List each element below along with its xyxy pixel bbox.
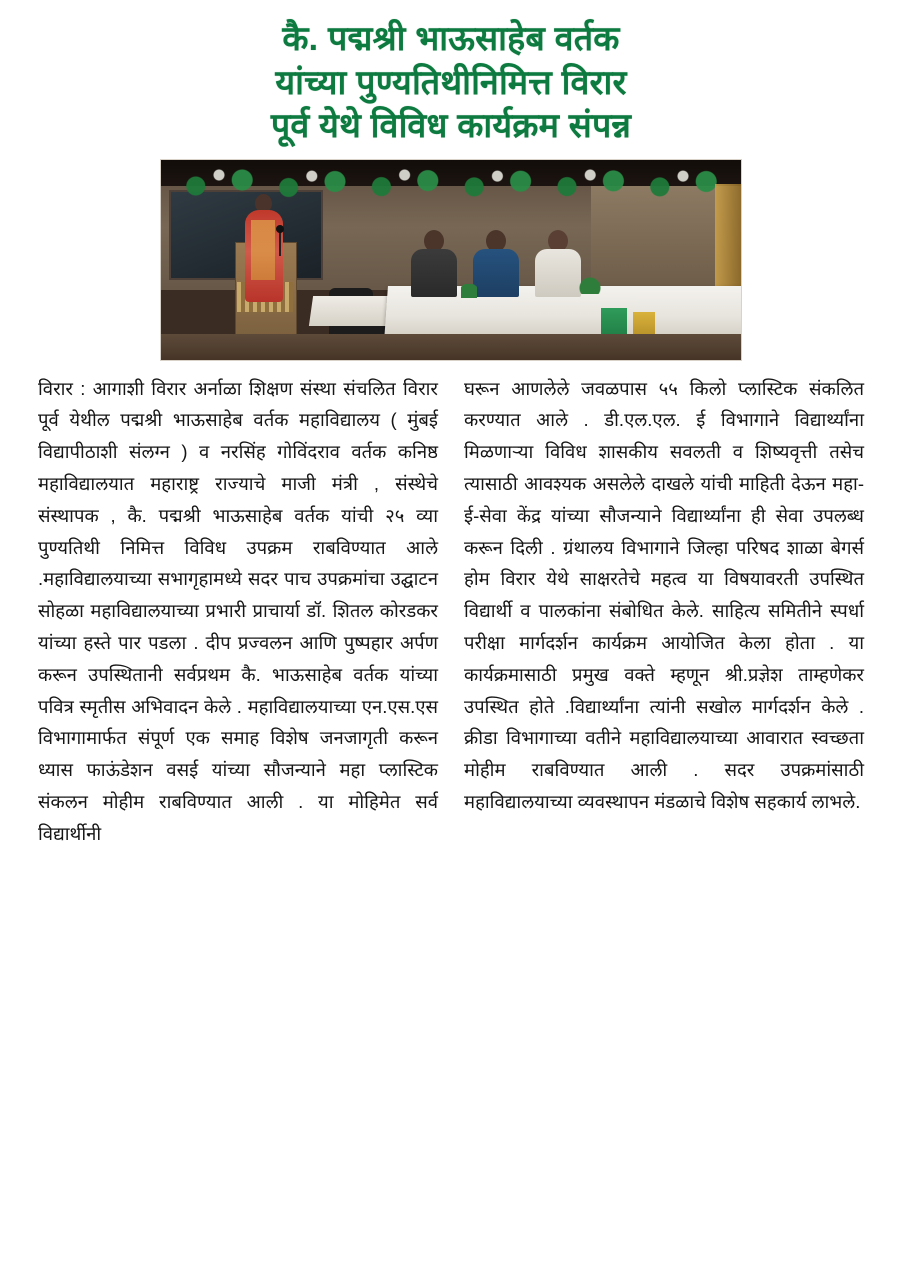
potted-plant xyxy=(461,284,477,298)
person-torso xyxy=(411,249,457,297)
person-dupatta xyxy=(251,220,275,280)
article-text-left: विरार : आगाशी विरार अर्नाळा शिक्षण संस्था संचलित विरार पूर्व येथील पद्मश्री भाऊसाहेब वर्तक महाविद्यालय ( मुंबई विद्यापीठाशी संलग्न ) व नरसिंह गोविंदराव वर्तक कनिष्ठ महाविद्यालयात महाराष्ट्र राज्याचे माजी मंत्री , संस्थेचे संस्थापक , कै. पद्मश्री भाऊसाहेब वर्तक यांची २५ व्या पुण्यतिथी निमित्त विविध उपक्रम राबविण्यात आले .महाविद्यालयाच्या सभागृहामध्ये सदर पाच उपक्रमांचा उद्घाटन सोहळा महाविद्यालयाच्या प्रभारी प्राचार्या डॉ. शितल कोरडकर यांच्या हस्ते पार पडला . दीप प्रज्वलन आणि पुष्पहार अर्पण करून उपस्थितानी सर्वप्रथम कै. भाऊसाहेब वर्तक यांच्या पवित्र स्मृतीस अभिवादन केले . महाविद्यालयाच्या एन.एस.एस विभागामार्फत संपूर्ण एक समाह विशेष जनजागृती करून ध्यास फाऊंडेशन वसई यांच्या सौजन्याने महा प्लास्टिक संकलन मोहीम राबविण्यात आली . या मोहिमेत सर्व विद्यार्थीनी xyxy=(38,377,438,844)
page-title xyxy=(30,18,872,149)
floor xyxy=(161,334,741,360)
article-body xyxy=(30,373,872,850)
garland-flowers xyxy=(161,164,741,186)
stage-event-photo xyxy=(160,159,742,361)
article-column-left xyxy=(38,373,438,850)
microphone-icon xyxy=(279,230,281,256)
headline-line-2: यांच्या पुण्यतिथीनिमित्त विरार xyxy=(275,63,627,102)
headline-line-1: कै. पद्मश्री भाऊसाहेब वर्तक xyxy=(282,20,620,58)
photo-background xyxy=(161,160,741,360)
seated-person xyxy=(535,230,581,296)
person-torso xyxy=(473,249,519,297)
potted-plant xyxy=(579,274,601,294)
person-torso xyxy=(535,249,581,297)
article-column-right xyxy=(464,373,864,850)
seated-person xyxy=(473,230,519,296)
seated-person xyxy=(411,230,457,296)
headline-line-3: पूर्व येथे विविध कार्यक्रम संपन्न xyxy=(270,107,632,146)
article-text-right: घरून आणलेले जवळपास ५५ किलो प्लास्टिक संकलित करण्यात आले . डी.एल.एल. ई विभागाने विद्यार्थ्यांना मिळणाऱ्या विविध शासकीय सवलती व शिष्यवृत्ती तसेच त्यासाठी आवश्यक असलेले दाखले यांची माहिती देऊन महा-ई-सेवा केंद्र यांच्या सौजन्याने विद्यार्थ्यांना ही सेवा उपलब्ध करून दिली . ग्रंथालय विभागाने जिल्हा परिषद शाळा बेगर्स होम विरार येथे साक्षरतेचे महत्व या विषयावरती उपस्थित विद्यार्थी व पालकांना संबोधित केले. साहित्य समितीने स्पर्धा परीक्षा मार्गदर्शन कार्यक्रम आयोजित केला होता . या कार्यक्रमासाठी प्रमुख वक्ते म्हणून श्री.प्रज्ञेश ताम्हणेकर उपस्थित होते .विद्यार्थ्यांना त्यांनी सखोल मार्गदर्शन केले . क्रीडा विभागाच्या वतीने महाविद्यालयाच्या आवारात स्वच्छता मोहीम राबविण्यात आली . सदर उपक्रमांसाठी महाविद्यालयाच्या व्यवस्थापन मंडळाचे विशेष सहकार्य लाभले. xyxy=(464,377,864,813)
